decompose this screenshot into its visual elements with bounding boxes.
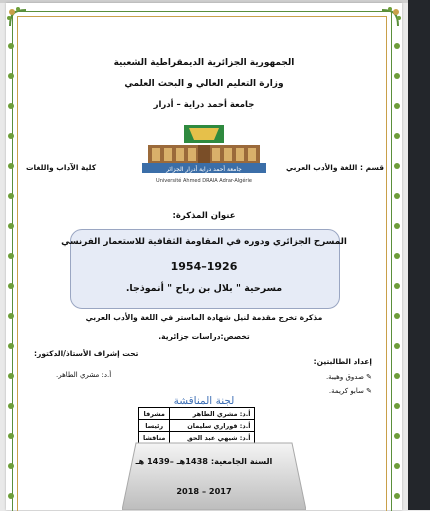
- document-page: [6, 3, 402, 510]
- student-name: ✎ صدوق وهيبة.: [325, 373, 372, 381]
- memo-title-label: عنوان المذكرة:: [172, 211, 236, 221]
- academic-year-gregorian: 2018 – 2017: [176, 486, 232, 496]
- university-logo-icon: [134, 125, 274, 187]
- jury-member-name: أ.د: قوراري سليمان: [170, 420, 255, 432]
- viewer-scrollbar[interactable]: [408, 0, 430, 510]
- department-name: قسم : اللغة والأدب العربي: [286, 163, 384, 172]
- pen-icon: ✎: [366, 387, 372, 395]
- academic-year-hijri: السنة الجامعية: 1438هـ –1439 هـ: [135, 456, 273, 466]
- year-banner: [122, 439, 306, 510]
- faculty-name: كلية الآداب واللغات: [26, 163, 97, 172]
- title-line-1: المسرح الجزائري ودوره في المقاومة الثقافية للاستعمار الفرنسي: [61, 237, 347, 247]
- pen-icon: ✎: [366, 373, 372, 381]
- republic-name: الجمهورية الجزائرية الديمقراطية الشعبية: [113, 58, 295, 68]
- table-row: [139, 408, 255, 420]
- title-line-2: 1954–1926: [170, 260, 238, 273]
- students-label: إعداد الطالبتين:: [313, 357, 372, 366]
- jury-member-role: مناقشا: [139, 432, 170, 444]
- specialty-text: تخصص:دراسات جزائرية.: [158, 332, 250, 341]
- logo-name-french: Université Ahmed DRAIA Adrar-Algérie: [156, 178, 252, 184]
- table-row: [139, 420, 255, 432]
- jury-member-name: أ.د: شيهي عبد الحق: [170, 432, 255, 444]
- jury-member-role: رئيسا: [139, 420, 170, 432]
- supervisor-name: أ.د: مشري الطاهر.: [56, 371, 112, 379]
- supervisor-label: تحت إشراف الأستاذ/الدكتور:: [34, 349, 139, 358]
- logo-name-arabic: جامعة أحمد دراية أدرار الجزائر: [166, 166, 242, 173]
- ministry-name: وزارة التعليم العالي و البحث العلمي: [124, 79, 284, 89]
- title-line-3: مسرحية " بلال بن رباح " أنموذجا.: [125, 283, 283, 294]
- jury-title: لجنة المناقشة: [173, 395, 235, 407]
- university-name: جامعة أحمد دراية – أدرار: [153, 100, 255, 110]
- purpose-text: مذكرة تخرج مقدمة لنيل شهادة الماستر في اللغة والأدب العربي: [85, 313, 323, 322]
- corner-ornament-icon: [6, 6, 28, 28]
- corner-ornament-icon: [380, 6, 402, 28]
- jury-member-role: مشرفا: [139, 408, 170, 420]
- jury-member-name: أ.د: مشري الطاهر: [170, 408, 255, 420]
- student-name: ✎ سابو كريمة.: [328, 387, 372, 395]
